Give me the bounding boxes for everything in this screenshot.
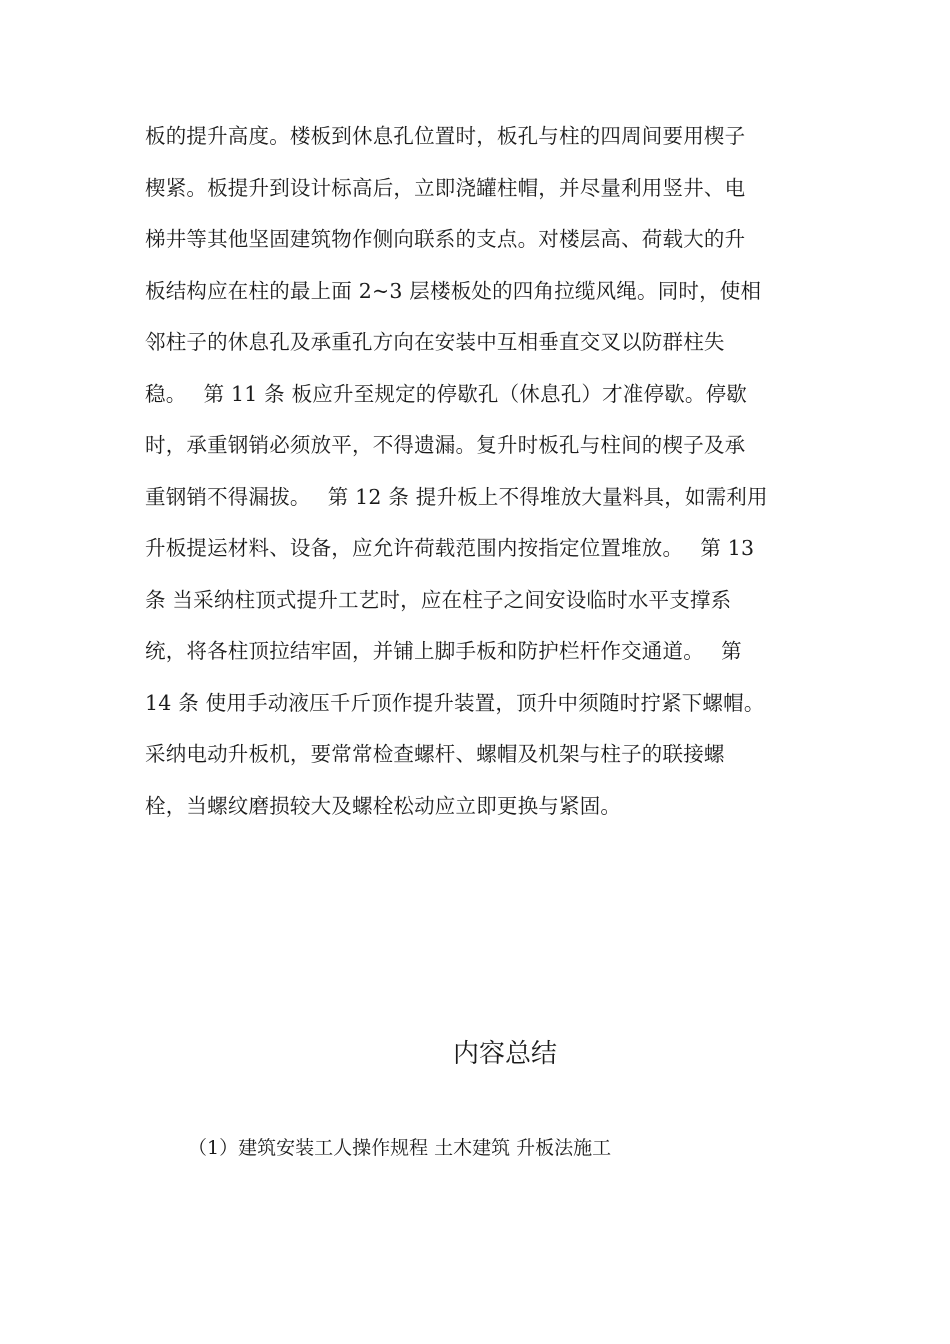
summary-item: （1）建筑安装工人操作规程 土木建筑 升板法施工 xyxy=(188,1137,612,1159)
text-line: 14 条 使用手动液压千斤顶作提升装置，顶升中须随时拧紧下螺帽。 xyxy=(145,690,765,715)
text-line: 栓，当螺纹磨损较大及螺栓松动应立即更换与紧固。 xyxy=(145,793,622,818)
text-line: 时，承重钢销必须放平，不得遗漏。复升时板孔与柱间的楔子及承 xyxy=(145,433,746,457)
text-line: 板结构应在柱的最上面 2~3 层楼板处的四角拉缆风绳。同时，使相 xyxy=(145,278,762,303)
text-line: 条 当采纳柱顶式提升工艺时，应在柱子之间安设临时水平支撑系 xyxy=(145,587,732,612)
text-line: 采纳电动升板机，要常常检查螺杆、螺帽及机架与柱子的联接螺 xyxy=(145,742,725,766)
body-text xyxy=(145,117,815,838)
text-line: 板的提升高度。楼板到休息孔位置时，板孔与柱的四周间要用楔子 xyxy=(145,124,746,148)
text-line: 楔紧。板提升到设计标高后，立即浇罐柱帽，并尽量利用竖井、电 xyxy=(145,175,746,200)
text-line: 梯井等其他坚固建筑物作侧向联系的支点。对楼层高、荷载大的升 xyxy=(145,227,746,251)
text-line: 重钢销不得漏拔。 第 12 条 提升板上不得堆放大量料具，如需利用 xyxy=(145,484,768,509)
summary-title: 内容总结 xyxy=(452,1039,557,1069)
text-line: 统，将各柱顶拉结牢固，并铺上脚手板和防护栏杆作交通道。 第 xyxy=(145,639,742,663)
text-line: 邻柱子的休息孔及承重孔方向在安装中互相垂直交叉以防群柱失 xyxy=(145,330,725,354)
text-line: 升板提运材料、设备，应允许荷载范围内按指定位置堆放。 第 13 xyxy=(145,536,755,560)
text-line: 稳。 第 11 条 板应升至规定的停歇孔（休息孔）才准停歇。停歇 xyxy=(145,381,747,406)
